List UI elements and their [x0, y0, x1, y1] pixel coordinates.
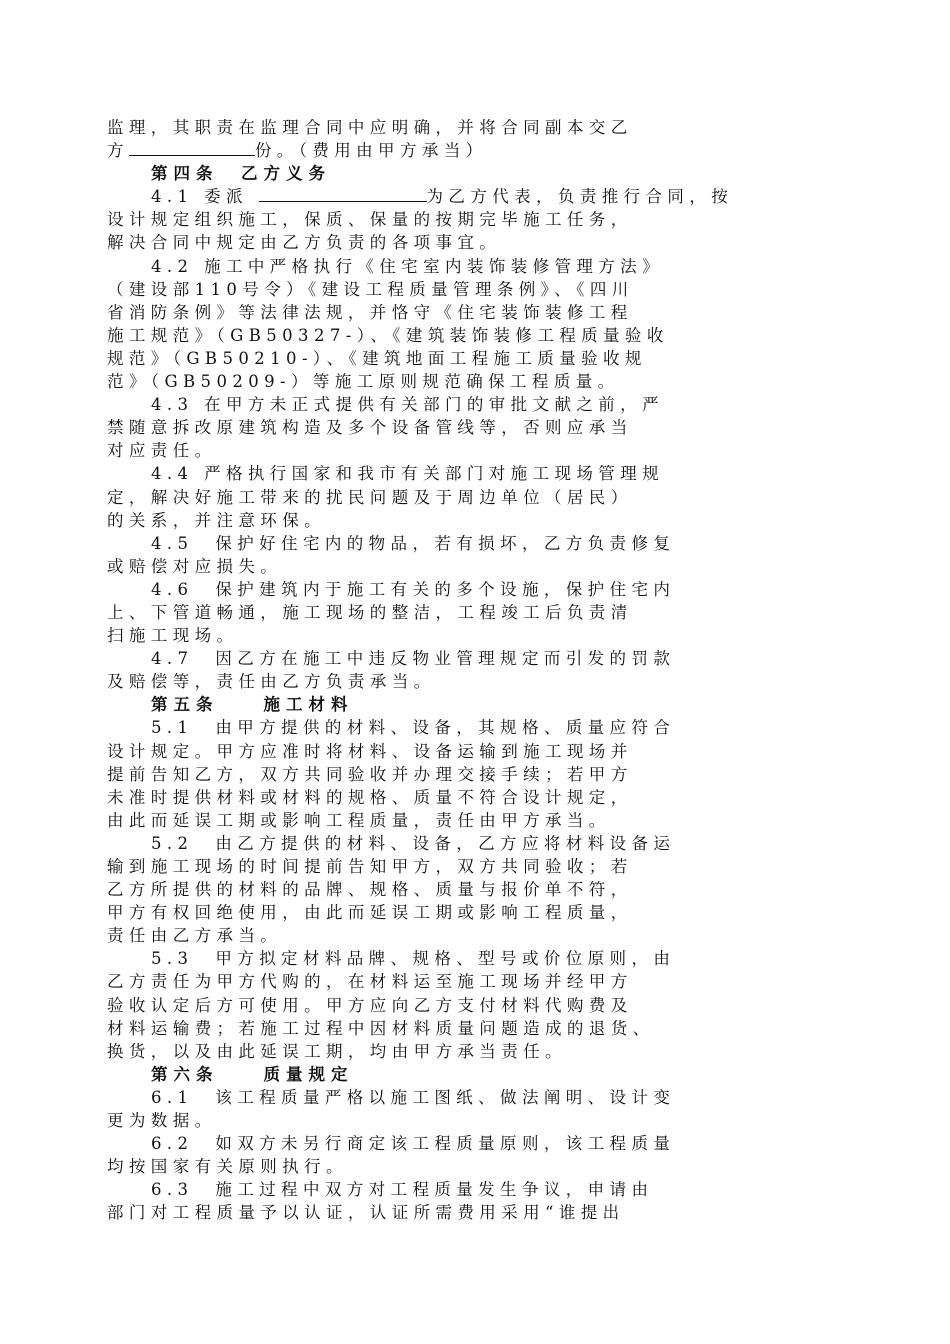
text-line: 甲方有权回绝使用，由此而延误工期或影响工程质量， [107, 903, 633, 923]
text-line: 材料运输费；若施工过程中因材料质量问题造成的退货、 [107, 1018, 655, 1038]
text-line: 验收认定后方可使用。甲方应向乙方支付材料代购费及 [107, 995, 633, 1015]
text-line: 规范》（GB50210-）、《建筑地面工程施工质量验收规 [107, 348, 647, 368]
text-line: 乙方责任为甲方代购的，在材料运至施工现场并经甲方 [107, 972, 633, 992]
line-text-before: 方 [107, 141, 129, 161]
text-line: 施工规范》（GB50327-）、《建筑装饰装修工程质量验收 [107, 325, 669, 345]
text-line: 责任由乙方承当。 [107, 926, 283, 946]
line-text-after: 份。（费用由甲方承当） [254, 141, 488, 161]
clause-first-line: 5.3 甲方拟定材料品牌、规格、型号或价位原则，由 [151, 949, 676, 969]
text-line: 提前告知乙方，双方共同验收并办理交接手续；若甲方 [107, 764, 633, 784]
section-heading: 第六条 质量规定 [151, 1064, 354, 1084]
line-text-after: 为乙方代表，负责推行合同，按 [426, 187, 734, 207]
text-line: 或赔偿对应损失。 [107, 556, 283, 576]
fill-in-line [107, 139, 837, 162]
text-line: 监理，其职责在监理合同中应明确，并将合同副本交乙 [107, 118, 633, 137]
text-line: 由此而延误工期或影响工程质量，责任由甲方承当。 [107, 810, 611, 830]
clause-first-line: 4.4 严格执行国家和我市有关部门对施工现场管理规 [151, 464, 664, 484]
text-line: 的关系，并注意环保。 [107, 510, 326, 530]
text-line: 对应责任。 [107, 441, 217, 461]
contract-page [107, 116, 837, 1225]
text-line: 范》（GB50209-）等施工原则规范确保工程质量。 [107, 372, 620, 392]
text-line: 省消防条例》等法律法规，并恪守《住宅装饰装修工程 [107, 302, 633, 322]
blank-underline [129, 139, 255, 156]
section-heading: 第五条 施工材料 [151, 695, 354, 715]
text-line: 输到施工现场的时间提前告知甲方，双方共同验收；若 [107, 857, 633, 876]
text-line: 扫施工现场。 [107, 626, 239, 646]
text-line: 解决合同中规定由乙方负责的各项事宜。 [107, 233, 502, 253]
text-line: 设计规定组织施工，保质、保量的按期完毕施工任务， [107, 210, 633, 230]
blank-underline [259, 185, 427, 202]
text-line: 更为数据。 [107, 1111, 217, 1131]
text-line: 及赔偿等，责任由乙方负责承当。 [107, 672, 436, 692]
text-line: 未准时提供材料或材料的规格、质量不符合设计规定， [107, 787, 633, 807]
text-line: 均按国家有关原则执行。 [107, 1157, 348, 1177]
text-line: 设计规定。甲方应准时将材料、设备运输到施工现场并 [107, 741, 633, 761]
fill-in-line [107, 185, 837, 208]
clause-first-line: 6.2 如双方未另行商定该工程质量原则，该工程质量 [151, 1134, 676, 1154]
clause-first-line: 5.2 由乙方提供的材料、设备，乙方应将材料设备运 [151, 833, 676, 853]
clause-first-line: 4.2 施工中严格执行《住宅室内装饰装修管理方法》 [151, 256, 664, 276]
text-line: 上、下管道畅通，施工现场的整洁，工程竣工后负责清 [107, 602, 633, 622]
clause-first-line: 5.1 由甲方提供的材料、设备，其规格、质量应符合 [151, 718, 676, 738]
text-line: 换货，以及由此延误工期，均由甲方承当责任。 [107, 1041, 567, 1061]
clause-first-line: 4.7 因乙方在施工中违反物业管理规定而引发的罚款 [151, 649, 676, 669]
text-line: （建设部110号令）《建设工程质量管理条例》、《四川 [107, 279, 634, 299]
line-text-before: 4.1 委派 [151, 187, 259, 207]
text-line: 乙方所提供的材料的品牌、规格、质量与报价单不符， [107, 880, 633, 900]
clause-first-line: 6.1 该工程质量严格以施工图纸、做法阐明、设计变 [151, 1087, 676, 1107]
text-line: 部门对工程质量予以认证，认证所需费用采用“谁提出 [107, 1203, 625, 1223]
text-line: 禁随意拆改原建筑构造及多个设备管线等，否则应承当 [107, 418, 633, 438]
text-line: 定，解决好施工带来的扰民问题及于周边单位（居民） [107, 487, 633, 507]
clause-first-line: 4.6 保护建筑内于施工有关的多个设施，保护住宅内 [151, 579, 676, 599]
clause-first-line: 4.5 保护好住宅内的物品，若有损坏，乙方负责修复 [151, 533, 676, 553]
clause-first-line: 4.3 在甲方未正式提供有关部门的审批文献之前，严 [151, 395, 664, 415]
section-heading: 第四条 乙方义务 [151, 164, 331, 184]
clause-first-line: 6.3 施工过程中双方对工程质量发生争议，申请由 [151, 1180, 654, 1200]
